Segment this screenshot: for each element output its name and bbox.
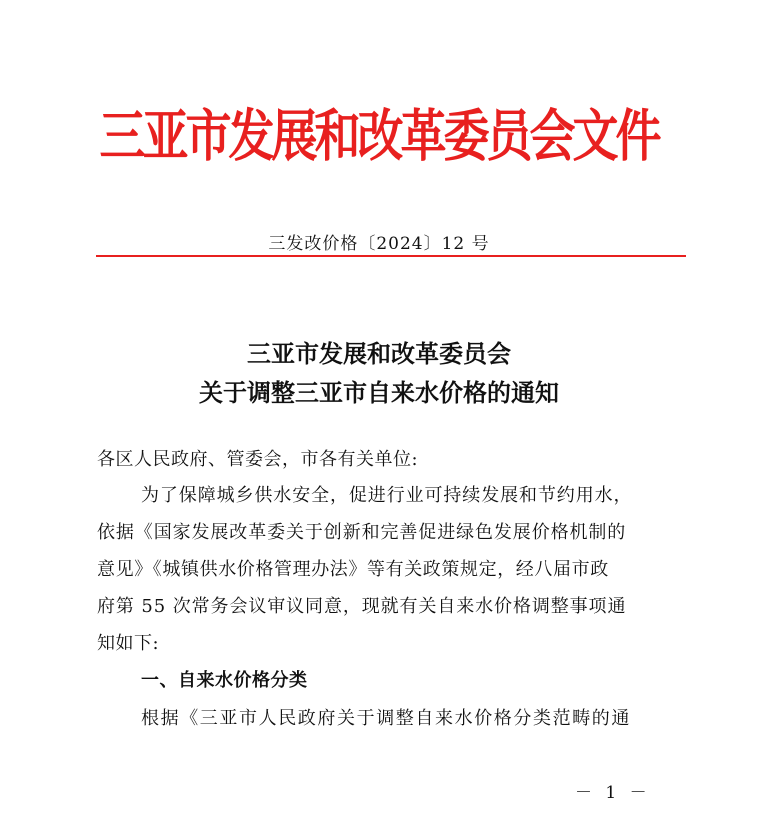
notice-title-line-2: 关于调整三亚市自来水价格的通知 xyxy=(199,378,559,407)
document-header-title: 三亚市发展和改革委员会文件 xyxy=(99,102,659,169)
page-number: － 1 － xyxy=(575,783,651,803)
paragraph-1-line-5: 知如下: xyxy=(97,633,160,654)
section-1-heading: 一、自来水价格分类 xyxy=(141,670,308,691)
paragraph-1-line-3: 意见》《城镇供水价格管理办法》等有关政策规定，经八届市政 xyxy=(97,559,609,580)
notice-title-line-1: 三亚市发展和改革委员会 xyxy=(247,339,511,368)
paragraph-1-line-1: 为了保障城乡供水安全，促进行业可持续发展和节约用水， xyxy=(141,485,633,506)
paragraph-2-line-1: 根据《三亚市人民政府关于调整自来水价格分类范畴的通 xyxy=(141,708,631,729)
salutation: 各区人民政府、管委会，市各有关单位: xyxy=(97,449,419,470)
document-number: 三发改价格〔2024〕12 号 xyxy=(268,234,490,254)
red-divider-line xyxy=(96,255,686,257)
paragraph-1-line-2: 依据《国家发展改革委关于创新和完善促进绿色发展价格机制的 xyxy=(97,522,627,543)
paragraph-1-line-4: 府第 55 次常务会议审议同意，现就有关自来水价格调整事项通 xyxy=(97,596,627,617)
